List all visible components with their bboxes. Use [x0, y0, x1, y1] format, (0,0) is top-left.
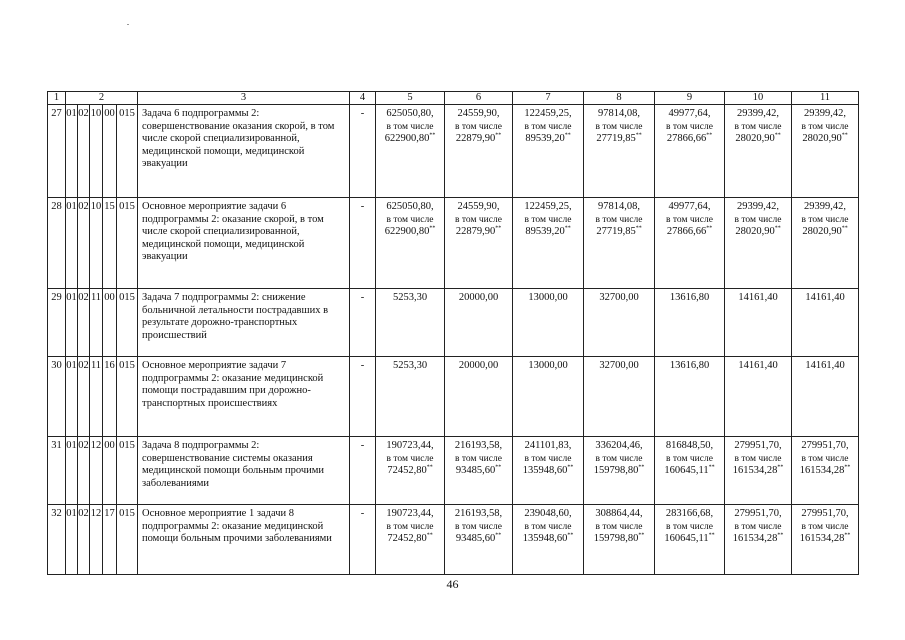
value-cell: [655, 198, 725, 289]
value-sub: [584, 533, 654, 546]
code-cell: 015: [117, 437, 138, 505]
value-cell: [513, 105, 584, 198]
value-cell: [376, 357, 445, 437]
value-note: в том числе: [734, 521, 782, 532]
code-cell: 015: [117, 505, 138, 575]
value-main: 29399,42,: [737, 201, 779, 212]
code-cell: 11: [90, 289, 103, 357]
value-sub: [376, 133, 444, 146]
value-main: 279951,70,: [734, 440, 782, 451]
value-sub: [584, 465, 654, 478]
code-cell: 00: [103, 289, 117, 357]
value-sub: [792, 133, 858, 146]
value-sub-amount: 135948,60: [522, 533, 568, 544]
value-cell: [376, 505, 445, 575]
executor-cell: -: [350, 505, 376, 575]
footnote-mark: **: [429, 132, 436, 139]
value-note: в том числе: [595, 521, 643, 532]
value-note: в том числе: [595, 121, 643, 132]
value-cell: [376, 105, 445, 198]
value-note: в том числе: [595, 453, 643, 464]
value-cell: [513, 289, 584, 357]
footnote-mark: **: [564, 225, 571, 232]
code-cell: 015: [117, 105, 138, 198]
description-cell: Основное мероприятие задачи 6 подпрограммы 2: оказание скорой, в том числе скорой специализированной, медицинской помощи, медицинской эвакуации: [138, 198, 350, 289]
code-cell: 02: [78, 198, 90, 289]
scan-speck: [127, 24, 129, 25]
footnote-mark: **: [841, 225, 848, 232]
code-cell: 11: [90, 357, 103, 437]
value-sub: [445, 465, 512, 478]
value-main: 816848,50,: [665, 440, 714, 451]
value-sub: [584, 226, 654, 239]
value-cell: [792, 437, 859, 505]
value-sub: [376, 226, 444, 239]
value-main: 49977,64,: [668, 108, 711, 119]
value-sub-amount: 28020,90: [802, 226, 842, 237]
code-cell: 16: [103, 357, 117, 437]
footnote-mark: **: [567, 464, 574, 471]
value-sub-amount: 159798,80: [593, 533, 639, 544]
value-main: 216193,58,: [454, 440, 503, 451]
value-main: 625050,80,: [386, 201, 434, 212]
code-cell: 02: [78, 357, 90, 437]
value-note: в том числе: [666, 121, 713, 132]
value-note: в том числе: [524, 521, 572, 532]
value-sub: [445, 533, 512, 546]
value-cell: [725, 437, 792, 505]
table-row: [48, 289, 859, 357]
value-sub: [445, 226, 512, 239]
value-sub-amount: 622900,80: [384, 133, 430, 144]
table-row: [48, 357, 859, 437]
value-sub-amount: 160645,11: [664, 465, 709, 476]
value-note: в том числе: [455, 453, 502, 464]
value-note: в том числе: [455, 121, 502, 132]
value-main: 122459,25,: [524, 108, 572, 119]
value-note: в том числе: [801, 453, 849, 464]
value-note: в том числе: [386, 453, 434, 464]
value-sub-amount: 27719,85: [596, 133, 636, 144]
value-sub-amount: 28020,90: [802, 133, 842, 144]
code-cell: 10: [90, 198, 103, 289]
value-cell: [584, 357, 655, 437]
value-cell: [792, 289, 859, 357]
row-number-cell: 28: [48, 198, 66, 289]
value-main: 29399,42,: [737, 108, 779, 119]
footnote-mark: **: [774, 225, 781, 232]
header-cell: 2: [66, 92, 138, 105]
footnote-mark: **: [426, 464, 433, 471]
code-cell: 12: [90, 505, 103, 575]
value-sub: [725, 133, 791, 146]
code-cell: 00: [103, 105, 117, 198]
value-main: 279951,70,: [801, 508, 849, 519]
value-cell: [725, 289, 792, 357]
table-row: [48, 198, 859, 289]
description-cell: Задача 8 подпрограммы 2: совершенствование системы оказания медицинской помощи больным прочими заболеваниями: [138, 437, 350, 505]
value-sub-amount: 160645,11: [664, 533, 709, 544]
footnote-mark: **: [426, 532, 433, 539]
value-main: 283166,68,: [665, 508, 714, 519]
header-cell: 8: [584, 92, 655, 105]
table-row: [48, 105, 859, 198]
footnote-mark: **: [777, 532, 784, 539]
value-sub-amount: 159798,80: [593, 465, 639, 476]
footnote-mark: **: [844, 532, 851, 539]
footnote-mark: **: [844, 464, 851, 471]
value-cell: [584, 437, 655, 505]
value-sub-amount: 622900,80: [384, 226, 430, 237]
value-main: 32700,00: [599, 292, 639, 303]
value-sub: [655, 465, 724, 478]
value-note: в том числе: [734, 121, 782, 132]
value-sub-amount: 28020,90: [735, 226, 775, 237]
value-sub: [655, 133, 724, 146]
value-sub: [725, 465, 791, 478]
value-sub: [792, 533, 858, 546]
footnote-mark: **: [638, 532, 645, 539]
value-main: 20000,00: [458, 360, 499, 371]
code-cell: 015: [117, 357, 138, 437]
value-sub: [445, 133, 512, 146]
value-sub: [513, 465, 583, 478]
value-cell: [725, 505, 792, 575]
value-sub-amount: 72452,80: [387, 533, 427, 544]
value-cell: [792, 198, 859, 289]
footnote-mark: **: [495, 464, 502, 471]
value-cell: [725, 105, 792, 198]
header-cell: 1: [48, 92, 66, 105]
value-cell: [584, 105, 655, 198]
value-cell: [445, 198, 513, 289]
value-note: в том числе: [455, 214, 502, 225]
value-main: 24559,90,: [457, 201, 500, 212]
description-cell: Задача 7 подпрограммы 2: снижение больничной летальности пострадавших в результате дорожно-транспортных происшествий: [138, 289, 350, 357]
page-number: 46: [446, 577, 459, 591]
value-note: в том числе: [524, 121, 572, 132]
code-cell: 02: [78, 289, 90, 357]
value-main: 29399,42,: [804, 108, 846, 119]
code-cell: 01: [66, 289, 78, 357]
value-sub-amount: 161534,28: [799, 465, 845, 476]
value-note: в том числе: [801, 521, 849, 532]
header-cell: 4: [350, 92, 376, 105]
value-main: 14161,40: [738, 360, 778, 371]
value-cell: [584, 505, 655, 575]
value-cell: [445, 105, 513, 198]
value-note: в том числе: [595, 214, 643, 225]
table-row: [48, 505, 859, 575]
header-cell: 7: [513, 92, 584, 105]
value-note: в том числе: [666, 453, 713, 464]
value-cell: [725, 198, 792, 289]
code-cell: 01: [66, 505, 78, 575]
value-main: 32700,00: [599, 360, 639, 371]
value-note: в том числе: [734, 214, 782, 225]
value-main: 24559,90,: [457, 108, 500, 119]
value-sub-amount: 22879,90: [455, 133, 496, 144]
value-cell: [445, 437, 513, 505]
value-sub-amount: 89539,20: [525, 133, 565, 144]
value-main: 336204,46,: [595, 440, 643, 451]
value-cell: [445, 505, 513, 575]
footnote-mark: **: [495, 132, 502, 139]
code-cell: 12: [90, 437, 103, 505]
value-sub: [584, 133, 654, 146]
code-cell: 00: [103, 437, 117, 505]
value-sub: [513, 533, 583, 546]
code-cell: 015: [117, 198, 138, 289]
value-sub: [725, 533, 791, 546]
value-sub: [376, 465, 444, 478]
budget-table: [47, 91, 859, 575]
row-number-cell: 32: [48, 505, 66, 575]
value-main: 13616,80: [669, 292, 710, 303]
header-cell: 10: [725, 92, 792, 105]
value-cell: [513, 357, 584, 437]
value-cell: [513, 505, 584, 575]
value-cell: [376, 437, 445, 505]
code-cell: 01: [66, 105, 78, 198]
row-number-cell: 31: [48, 437, 66, 505]
description-cell: Основное мероприятие 1 задачи 8 подпрограммы 2: оказание медицинской помощи больным прочими заболеваниями: [138, 505, 350, 575]
value-sub-amount: 22879,90: [455, 226, 496, 237]
header-cell: 6: [445, 92, 513, 105]
value-sub-amount: 27866,66: [666, 133, 707, 144]
value-main: 5253,30: [392, 360, 428, 371]
code-cell: 17: [103, 505, 117, 575]
value-note: в том числе: [801, 121, 849, 132]
value-sub-amount: 93485,60: [455, 533, 496, 544]
value-note: в том числе: [455, 521, 502, 532]
value-main: 97814,08,: [598, 108, 640, 119]
row-number-cell: 30: [48, 357, 66, 437]
executor-cell: -: [350, 289, 376, 357]
value-main: 13000,00: [528, 292, 568, 303]
value-cell: [792, 357, 859, 437]
header-cell: 11: [792, 92, 859, 105]
code-cell: 01: [66, 357, 78, 437]
value-sub: [792, 226, 858, 239]
value-cell: [792, 105, 859, 198]
value-sub-amount: 93485,60: [455, 465, 496, 476]
header-row: [48, 92, 859, 105]
footnote-mark: **: [564, 132, 571, 139]
footnote-mark: **: [841, 132, 848, 139]
code-cell: 02: [78, 505, 90, 575]
footnote-mark: **: [638, 464, 645, 471]
value-main: 49977,64,: [668, 201, 711, 212]
header-cell: 3: [138, 92, 350, 105]
value-note: в том числе: [734, 453, 782, 464]
value-main: 239048,60,: [524, 508, 572, 519]
value-main: 216193,58,: [454, 508, 503, 519]
footnote-mark: **: [635, 132, 642, 139]
value-sub-amount: 89539,20: [525, 226, 565, 237]
code-cell: 01: [66, 437, 78, 505]
value-main: 13616,80: [669, 360, 710, 371]
value-main: 279951,70,: [801, 440, 849, 451]
code-cell: 015: [117, 289, 138, 357]
footnote-mark: **: [708, 464, 715, 471]
description-cell: Основное мероприятие задачи 7 подпрограммы 2: оказание медицинской помощи пострадавшим при дорожно-транспортных происшествиях: [138, 357, 350, 437]
value-cell: [725, 357, 792, 437]
value-cell: [655, 437, 725, 505]
header-cell: 9: [655, 92, 725, 105]
value-main: 279951,70,: [734, 508, 782, 519]
footnote-mark: **: [774, 132, 781, 139]
code-cell: 15: [103, 198, 117, 289]
value-cell: [584, 289, 655, 357]
executor-cell: -: [350, 198, 376, 289]
code-cell: 10: [90, 105, 103, 198]
value-main: 14161,40: [738, 292, 778, 303]
footnote-mark: **: [635, 225, 642, 232]
value-sub: [376, 533, 444, 546]
value-sub-amount: 135948,60: [522, 465, 568, 476]
value-cell: [376, 198, 445, 289]
value-main: 14161,40: [805, 360, 845, 371]
value-cell: [655, 357, 725, 437]
value-sub-amount: 161534,28: [732, 465, 778, 476]
value-sub: [513, 133, 583, 146]
value-note: в том числе: [386, 214, 434, 225]
footnote-mark: **: [708, 532, 715, 539]
executor-cell: -: [350, 357, 376, 437]
footnote-mark: **: [777, 464, 784, 471]
value-cell: [655, 289, 725, 357]
footnote-mark: **: [495, 225, 502, 232]
footnote-mark: **: [429, 225, 436, 232]
value-sub-amount: 161534,28: [732, 533, 778, 544]
value-main: 625050,80,: [386, 108, 434, 119]
code-cell: 01: [66, 198, 78, 289]
value-cell: [513, 198, 584, 289]
value-cell: [655, 105, 725, 198]
value-sub: [513, 226, 583, 239]
value-cell: [792, 505, 859, 575]
value-note: в том числе: [801, 214, 849, 225]
value-main: 13000,00: [528, 360, 568, 371]
value-sub: [725, 226, 791, 239]
code-cell: 02: [78, 105, 90, 198]
value-note: в том числе: [386, 121, 434, 132]
value-cell: [376, 289, 445, 357]
value-main: 241101,83,: [524, 440, 572, 451]
value-main: 97814,08,: [598, 201, 640, 212]
value-sub: [792, 465, 858, 478]
value-sub-amount: 27719,85: [596, 226, 636, 237]
row-number-cell: 27: [48, 105, 66, 198]
footnote-mark: **: [495, 532, 502, 539]
footnote-mark: **: [706, 225, 713, 232]
value-main: 29399,42,: [804, 201, 846, 212]
value-sub: [655, 226, 724, 239]
footnote-mark: **: [706, 132, 713, 139]
value-note: в том числе: [524, 214, 572, 225]
executor-cell: -: [350, 437, 376, 505]
value-cell: [445, 357, 513, 437]
value-cell: [655, 505, 725, 575]
description-cell: Задача 6 подпрограммы 2: совершенствование оказания скорой, в том числе скорой специализированной, медицинской помощи, медицинской эвакуации: [138, 105, 350, 198]
value-note: в том числе: [386, 521, 434, 532]
value-sub-amount: 28020,90: [735, 133, 775, 144]
value-sub-amount: 27866,66: [666, 226, 707, 237]
value-cell: [513, 437, 584, 505]
value-main: 190723,44,: [386, 508, 434, 519]
value-main: 122459,25,: [524, 201, 572, 212]
value-note: в том числе: [524, 453, 572, 464]
value-sub-amount: 161534,28: [799, 533, 845, 544]
value-main: 308864,44,: [595, 508, 643, 519]
value-sub-amount: 72452,80: [387, 465, 427, 476]
value-note: в том числе: [666, 521, 713, 532]
footnote-mark: **: [567, 532, 574, 539]
executor-cell: -: [350, 105, 376, 198]
value-cell: [445, 289, 513, 357]
row-number-cell: 29: [48, 289, 66, 357]
value-main: 14161,40: [805, 292, 845, 303]
value-note: в том числе: [666, 214, 713, 225]
value-cell: [584, 198, 655, 289]
value-sub: [655, 533, 724, 546]
header-cell: 5: [376, 92, 445, 105]
value-main: 190723,44,: [386, 440, 434, 451]
value-main: 5253,30: [392, 292, 428, 303]
value-main: 20000,00: [458, 292, 499, 303]
table-row: [48, 437, 859, 505]
code-cell: 02: [78, 437, 90, 505]
